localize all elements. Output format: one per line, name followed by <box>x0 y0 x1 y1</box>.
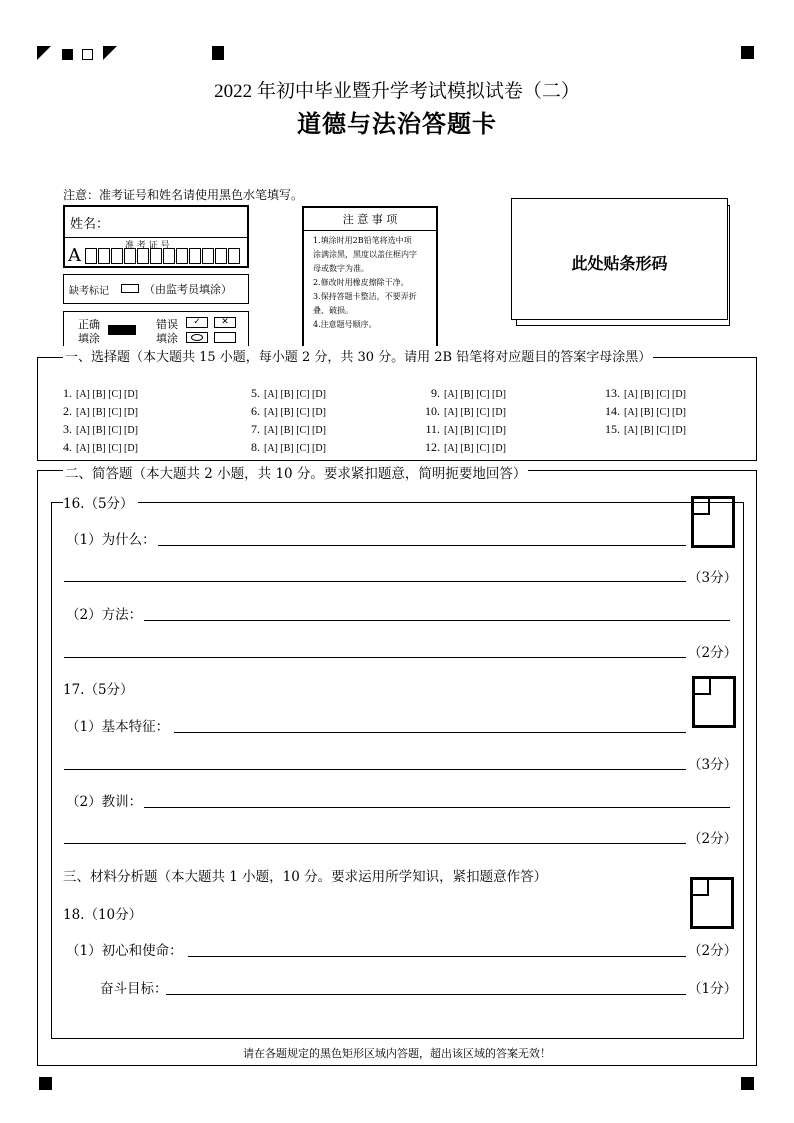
q18-heading: 18.（10分） <box>63 907 143 923</box>
q17-part2-score: （2分） <box>688 831 738 847</box>
instruction-item: 涂满涂黑，黑度以盖住框内字 <box>313 250 417 259</box>
q18-score-box[interactable] <box>690 877 734 929</box>
absent-note: （由监考员填涂） <box>144 283 232 296</box>
mc-question[interactable]: 4. [A] [B] [C] [D] <box>63 440 138 454</box>
mc-question[interactable]: 9. [A] [B] [C] [D] <box>431 386 506 400</box>
notice-text: 注意：准考证号和姓名请使用黑色水笔填写。 <box>63 188 304 202</box>
absent-label: 缺考标记 <box>69 286 109 297</box>
q17-score-box[interactable] <box>692 676 736 728</box>
wrong-fill-check-icon: ✓ <box>186 317 208 328</box>
instruction-item: 叠、破损。 <box>313 306 353 315</box>
q18-part2-score: （1分） <box>688 981 738 997</box>
instruction-item: 2.修改时用橡皮擦除干净。 <box>313 278 409 287</box>
instruction-item: 1.填涂时用2B铅笔将选中项 <box>313 236 412 245</box>
exam-id-cells[interactable] <box>85 248 241 268</box>
timing-mark <box>741 1077 754 1090</box>
mc-question[interactable]: 12. [A] [B] [C] [D] <box>425 440 506 454</box>
corner-mark-top <box>103 46 117 60</box>
corner-mark-top-left <box>37 46 51 60</box>
q17-part2-answer-line-2[interactable] <box>64 843 686 844</box>
q17-part1-label: （1）基本特征： <box>66 719 170 735</box>
section3-title: 三、材料分析题（本大题共 1 小题，10 分。要求运用所学知识，紧扣题意作答） <box>63 869 548 885</box>
instructions-list <box>313 234 435 332</box>
q16-part2-answer-line[interactable] <box>144 620 730 621</box>
mc-question[interactable]: 2. [A] [B] [C] [D] <box>63 404 138 418</box>
mc-question[interactable]: 3. [A] [B] [C] [D] <box>63 422 138 436</box>
mc-question[interactable]: 1. [A] [B] [C] [D] <box>63 386 138 400</box>
wrong-fill-circle-icon <box>186 332 208 343</box>
absent-mark-box <box>63 274 249 304</box>
q16-score-box[interactable] <box>691 496 735 548</box>
wrong-fill-cross-icon: ✕ <box>214 317 236 328</box>
correct-fill-label-2: 填涂 <box>78 332 100 345</box>
q16-part2-score: （2分） <box>688 645 738 661</box>
instructions-box <box>302 206 438 348</box>
q18-part2-label: 奋斗目标： <box>100 981 168 997</box>
q18-part1-score: （2分） <box>688 943 738 959</box>
q16-part1-score: （3分） <box>688 570 738 586</box>
timing-mark <box>62 49 73 60</box>
q16-part2-label: （2）方法： <box>66 607 143 623</box>
correct-fill-sample <box>108 325 136 335</box>
mc-question[interactable]: 15. [A] [B] [C] [D] <box>605 422 686 436</box>
exam-id-label: 准 考 证 号 <box>125 241 170 251</box>
wrong-fill-dash-icon <box>214 332 236 343</box>
q17-part1-answer-line-2[interactable] <box>64 769 686 770</box>
barcode-label: 此处贴条形码 <box>571 254 668 273</box>
q17-part2-answer-line[interactable] <box>144 807 730 808</box>
timing-mark <box>212 46 224 60</box>
instruction-item: 4.注意题号顺序。 <box>313 320 377 329</box>
absent-bubble[interactable] <box>121 284 139 293</box>
mc-question[interactable]: 13. [A] [B] [C] [D] <box>605 386 686 400</box>
q16-heading: 16.（5分） <box>63 492 138 512</box>
q16-part2-answer-line-2[interactable] <box>64 657 686 658</box>
timing-mark <box>39 1077 52 1090</box>
fill-example-box <box>63 311 249 347</box>
wrong-fill-label-1: 错误 <box>156 318 178 331</box>
q18-part1-answer-line[interactable] <box>188 956 686 957</box>
mc-question[interactable]: 5. [A] [B] [C] [D] <box>251 386 326 400</box>
q17-part1-score: （3分） <box>688 757 738 773</box>
timing-mark <box>82 49 93 60</box>
exam-title: 2022 年初中毕业暨升学考试模拟试卷（二） <box>214 81 580 102</box>
timing-mark <box>741 46 754 59</box>
instruction-item: 3.保持答题卡整洁，不要弄折 <box>313 292 417 301</box>
mc-question[interactable]: 8. [A] [B] [C] [D] <box>251 440 326 454</box>
q17-heading: 17.（5分） <box>63 682 134 698</box>
mc-question[interactable]: 6. [A] [B] [C] [D] <box>251 404 326 418</box>
mc-question[interactable]: 10. [A] [B] [C] [D] <box>425 404 506 418</box>
footer-warning: 请在各题规定的黑色矩形区域内答题，超出该区域的答案无效！ <box>243 1047 551 1060</box>
q16-part1-answer-line-2[interactable] <box>64 581 686 582</box>
name-label: 姓名： <box>70 217 110 232</box>
instructions-title: 注 意 事 项 <box>342 213 398 226</box>
mc-question[interactable]: 11. [A] [B] [C] [D] <box>425 422 506 436</box>
q17-part2-label: （2）教训： <box>66 794 143 810</box>
q17-part1-answer-line[interactable] <box>174 732 686 733</box>
card-title: 道德与法治答题卡 <box>297 109 497 138</box>
q16-part1-label: （1）为什么： <box>66 532 156 548</box>
instructions-divider <box>304 230 436 231</box>
name-id-box <box>63 205 249 268</box>
instruction-item: 母或数字为准。 <box>313 264 369 273</box>
section1-title: 一、选择题（本大题共 15 小题，每小题 2 分，共 30 分。请用 2B 铅笔将对应题目的答案字母涂黑） <box>63 346 653 365</box>
wrong-fill-label-2: 填涂 <box>156 332 178 345</box>
mc-question[interactable]: 14. [A] [B] [C] [D] <box>605 404 686 418</box>
q18-part2-answer-line[interactable] <box>166 994 686 995</box>
q18-part1-label: （1）初心和使命： <box>66 943 183 959</box>
section2-title: 二、简答题（本大题共 2 小题，共 10 分。要求紧扣题意，简明扼要地回答） <box>63 462 528 482</box>
correct-fill-label-1: 正确 <box>78 318 100 331</box>
barcode-area <box>511 198 728 320</box>
mc-question[interactable]: 7. [A] [B] [C] [D] <box>251 422 326 436</box>
q16-part1-answer-line[interactable] <box>158 545 686 546</box>
exam-id-first-char: A <box>68 245 81 266</box>
